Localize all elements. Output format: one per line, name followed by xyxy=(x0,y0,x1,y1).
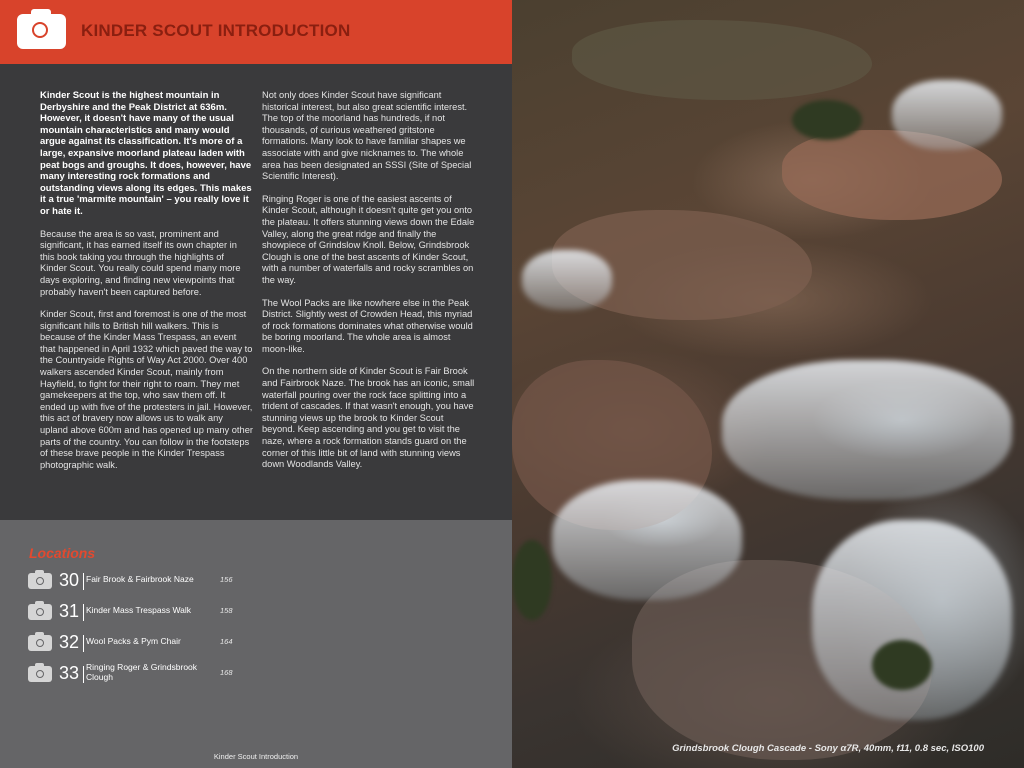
location-entry-31[interactable] xyxy=(28,598,288,626)
location-number: 33 xyxy=(58,663,80,683)
paragraph: Kinder Scout, first and foremost is one of the most significant hills to British hill walkers. This is because of the Kinder Mass Trespass, an event that happened in April 1932 which paved the way to the Countryside Rights of Way Act 2000. Over 400 walkers ascended Kinder Scout, mainly from Hayfield, to fight for their right to roam. They met gamekeepers at the top, who saw them off. It ended up with five of the protesters in jail. However, this act of bravery now allows us to walk any upland above 600m and has opened up many other parts of the country. You can follow in the footsteps of these brave people in the Kinder Trespass photographic walk. xyxy=(40,309,253,470)
location-page: 168 xyxy=(220,668,233,677)
location-name: Ringing Roger & Grindsbrook Clough xyxy=(86,662,198,682)
location-number: 32 xyxy=(58,632,80,652)
location-page: 158 xyxy=(220,606,233,615)
waterfall-photo xyxy=(512,0,1024,768)
text-column-1 xyxy=(40,90,253,482)
chapter-title: KINDER SCOUT INTRODUCTION xyxy=(81,21,351,40)
location-page: 164 xyxy=(220,637,233,646)
paragraph: The Wool Packs are like nowhere else in the Peak District. Slightly west of Crowden Head, this myriad of rock formations dominates what otherwise would be boring moorland. The whole area is almost moon-like. xyxy=(262,297,473,354)
paragraph: Ringing Roger is one of the easiest ascents of Kinder Scout, although it doesn't quite get you onto the plateau. It offers stunning views down the Edale Valley, along the great ridge and finally the showpiece of Grindslow Knoll. Below, Grindsbrook Clough is one of the best ascents of Kinder Scout, with a number of waterfalls and rocky scrambles on the way. xyxy=(262,193,475,285)
location-entry-33[interactable] xyxy=(28,660,288,688)
location-name: Fair Brook & Fairbrook Naze xyxy=(86,574,194,584)
location-entry-32[interactable] xyxy=(28,629,288,657)
location-number: 31 xyxy=(58,601,80,621)
camera-icon xyxy=(28,635,52,651)
location-page: 156 xyxy=(220,575,233,584)
location-number: 30 xyxy=(58,570,80,590)
running-footer: Kinder Scout Introduction xyxy=(213,752,299,761)
camera-icon xyxy=(28,604,52,620)
camera-icon xyxy=(28,666,52,682)
camera-icon xyxy=(28,573,52,589)
locations-title: Locations xyxy=(29,545,96,561)
location-name: Kinder Mass Trespass Walk xyxy=(86,605,192,615)
text-column-2 xyxy=(262,90,475,482)
intro-paragraph: Kinder Scout is the highest mountain in Derbyshire and the Peak District at 636m. However, it doesn't have many of the usual mountain characteristics and many would argue against its classification. It's more of a large, expansive moorland plateau laden with peat bogs and groughs. It does, however, have many interesting rock formations and outstanding views along its edges. This makes it a true 'marmite mountain' – you really love it or hate it. xyxy=(40,90,252,217)
location-entry-30[interactable] xyxy=(28,567,288,595)
paragraph: Because the area is so vast, prominent and significant, it has earned itself its own chapter in this book taking you through the highlights of Kinder Scout. You really could spend many more days exploring, and finding new viewpoints that probably haven't been captured before. xyxy=(40,228,241,297)
chapter-header xyxy=(0,0,512,64)
location-name: Wool Packs & Pym Chair xyxy=(86,636,181,646)
paragraph: On the northern side of Kinder Scout is Fair Brook and Fairbrook Naze. The brook has an iconic, small waterfall pouring over the rock face splitting into a trident of cascades. If that wasn't enough, you have stunning views up the brook to Kinder Scout beyond. Keep ascending and you get to visit the naze, where a rock formation stands guard on the corner of this little bit of land with stunning views down Woodlands Valley. xyxy=(262,366,475,470)
camera-icon xyxy=(17,14,66,49)
photo-caption: Grindsbrook Clough Cascade - Sony α7R, 40mm, f11, 0.8 sec, ISO100 xyxy=(672,743,984,754)
paragraph: Not only does Kinder Scout have significant historical interest, but also great scientific interest. The top of the moorland has hundreds, if not thousands, of curious weathered gritstone formations. Many look to have familiar shapes we associate with and give nicknames to. The whole area has been designated an SSSI (Site of Special Scientific Interest). xyxy=(262,90,472,182)
